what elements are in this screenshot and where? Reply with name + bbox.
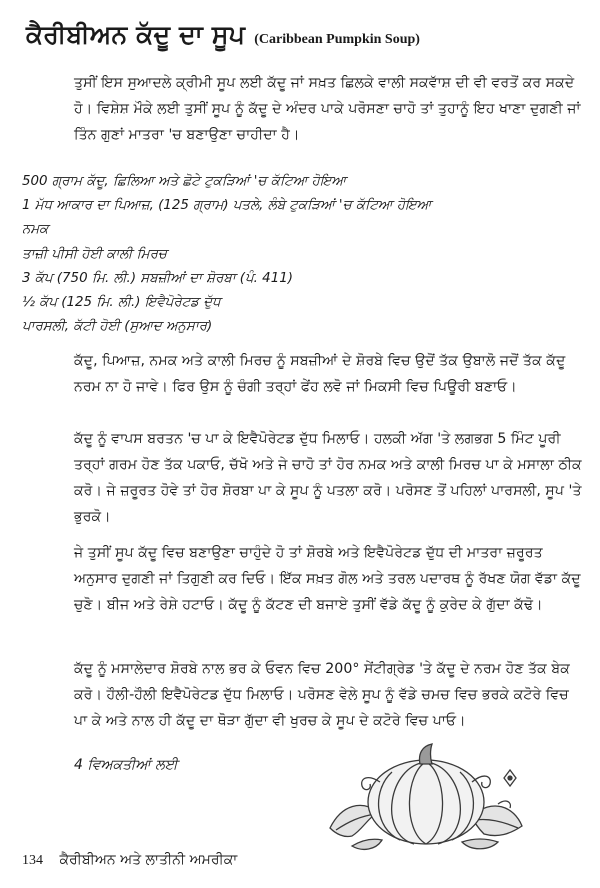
- ingredient-item: ½ ਕੱਪ (125 ਮਿ. ਲੀ.) ਇਵੈਪੋਰੇਟਡ ਦੁੱਧ: [22, 295, 221, 311]
- ingredient-item: ਤਾਜ਼ੀ ਪੀਸੀ ਹੋਈ ਕਾਲੀ ਮਿਰਚ: [22, 246, 167, 262]
- servings-note: 4 ਵਿਅਕਤੀਆਂ ਲਈ: [74, 757, 178, 773]
- method-step-2: ਕੱਦੂ ਨੂੰ ਵਾਪਸ ਬਰਤਨ 'ਚ ਪਾ ਕੇ ਇਵੈਪੋਰੇਟਡ ਦੁੱਧ ਮਿਲਾਓ। ਹਲਕੀ ਅੱਗ 'ਤੇ ਲਗਭਗ 5 ਮਿੰਟ ਪੂਰੀ ਤਰ੍ਹਾਂ ਗਰਮ ਹੋਣ ਤੱਕ ਪਕਾਓ, ਚੱਖੋ ਅਤੇ ਜੇ ਚਾਹੋ ਤਾਂ ਹੋਰ ਨਮਕ ਅਤੇ ਕਾਲੀ ਮਿਰਚ ਪਾ ਕੇ ਮਸਾਲਾ ਠੀਕ ਕਰੋ। ਜੇ ਜ਼ਰੂਰਤ ਹੋਵੇ ਤਾਂ ਹੋਰ ਸ਼ੋਰਬਾ ਪਾ ਕੇ ਸੂਪ ਨੂੰ ਪਤਲਾ ਕਰੋ। ਪਰੋਸਣ ਤੋਂ ਪਹਿਲਾਂ ਪਾਰਸਲੀ, ਸੂਪ 'ਤੇ ਭੁਰਕੋ।: [74, 431, 582, 525]
- ingredient-item: 3 ਕੱਪ (750 ਮਿ. ਲੀ.) ਸਬਜ਼ੀਆਂ ਦਾ ਸ਼ੋਰਬਾ (ਪੰ. 411): [22, 270, 293, 286]
- ingredient-item: ਨਮਕ: [22, 222, 49, 238]
- pumpkin-icon: [322, 742, 532, 854]
- method-step-1: ਕੱਦੂ, ਪਿਆਜ਼, ਨਮਕ ਅਤੇ ਕਾਲੀ ਮਿਰਚ ਨੂੰ ਸਬਜ਼ੀਆਂ ਦੇ ਸ਼ੋਰਬੇ ਵਿਚ ਉਦੋਂ ਤੱਕ ਉਬਾਲੋ ਜਦੋਂ ਤੱਕ ਕੱਦੂ ਨਰਮ ਨਾ ਹੋ ਜਾਵੇ। ਫਿਰ ਉਸ ਨੂੰ ਚੰਗੀ ਤਰ੍ਹਾਂ ਫੇਂਹ ਲਵੋ ਜਾਂ ਮਿਕਸੀ ਵਿਚ ਪਿਊਰੀ ਬਣਾਓ।: [74, 353, 566, 395]
- ingredient-item: 500 ਗ੍ਰਾਮ ਕੱਦੂ, ਛਿਲਿਆ ਅਤੇ ਛੋਟੇ ਟੁਕੜਿਆਂ 'ਚ ਕੱਟਿਆ ਹੋਇਆ: [22, 174, 346, 189]
- chapter-name: ਕੈਰੀਬੀਅਨ ਅਤੇ ਲਾਤੀਨੀ ਅਮਰੀਕਾ: [59, 852, 238, 868]
- method-step-3: ਜੇ ਤੁਸੀਂ ਸੂਪ ਕੱਦੂ ਵਿਚ ਬਣਾਉਣਾ ਚਾਹੁੰਦੇ ਹੋ ਤਾਂ ਸ਼ੋਰਬੇ ਅਤੇ ਇਵੈਪੋਰੇਟਡ ਦੁੱਧ ਦੀ ਮਾਤਰਾ ਜ਼ਰੂਰਤ ਅਨੁਸਾਰ ਦੁਗਣੀ ਜਾਂ ਤਿਗੁਣੀ ਕਰ ਦਿਓ। ਇੱਕ ਸਖ਼ਤ ਗੋਲ ਅਤੇ ਤਰਲ ਪਦਾਰਥ ਨੂੰ ਰੱਖਣ ਯੋਗ ਵੱਡਾ ਕੱਦੂ ਚੁਣੋ। ਬੀਜ ਅਤੇ ਰੇਸ਼ੇ ਹਟਾਓ। ਕੱਦੂ ਨੂੰ ਕੱਟਣ ਦੀ ਬਜਾਏ ਤੁਸੀਂ ਵੱਡੇ ਕੱਦੂ ਨੂੰ ਕੁਰੇਦ ਕੇ ਗੁੱਦਾ ਕੱਢੋ।: [74, 545, 581, 613]
- page-number: 134: [22, 853, 43, 868]
- ingredient-item: ਪਾਰਸਲੀ, ਕੱਟੀ ਹੋਈ (ਸੁਆਦ ਅਨੁਸਾਰ): [22, 319, 213, 335]
- intro-paragraph: ਤੁਸੀਂ ਇਸ ਸੁਆਦਲੇ ਕ੍ਰੀਮੀ ਸੂਪ ਲਈ ਕੱਦੂ ਜਾਂ ਸਖ਼ਤ ਛਿਲਕੇ ਵਾਲੀ ਸਕਵਾੱਸ਼ ਦੀ ਵੀ ਵਰਤੋਂ ਕਰ ਸਕਦੇ ਹੋ। ਵਿਸ਼ੇਸ਼ ਮੌਕੇ ਲਈ ਤੁਸੀਂ ਸੂਪ ਨੂੰ ਕੱਦੂ ਦੇ ਅੰਦਰ ਪਾਕੇ ਪਰੋਸਣਾ ਚਾਹੋ ਤਾਂ ਤੁਹਾਨੂੰ ਇਹ ਖਾਣਾ ਦੁਗਣੀ ਜਾਂ ਤਿੰਨ ਗੁਣਾਂ ਮਾਤਰਾ 'ਚ ਬਣਾਉਣਾ ਚਾਹੀਦਾ ਹੈ।: [74, 75, 581, 143]
- recipe-subtitle: (Caribbean Pumpkin Soup): [254, 32, 420, 47]
- ingredient-item: 1 ਮੱਧ ਆਕਾਰ ਦਾ ਪਿਆਜ਼, (125 ਗ੍ਰਾਮ) ਪਤਲੇ, ਲੰਬੇ ਟੁਕੜਿਆਂ 'ਚ ਕੱਟਿਆ ਹੋਇਆ: [22, 198, 432, 214]
- ingredient-list: [22, 170, 582, 339]
- method-step-4: ਕੱਦੂ ਨੂੰ ਮਸਾਲੇਦਾਰ ਸ਼ੋਰਬੇ ਨਾਲ ਭਰ ਕੇ ਓਵਨ ਵਿਚ 200° ਸੇਂਟੀਗ੍ਰੇਡ 'ਤੇ ਕੱਦੂ ਦੇ ਨਰਮ ਹੋਣ ਤੱਕ ਬੇਕ ਕਰੋ। ਹੌਲੀ-ਹੌਲੀ ਇਵੈਪੋਰੇਟਡ ਦੁੱਧ ਮਿਲਾਓ। ਪਰੋਸਣ ਵੇਲੇ ਸੂਪ ਨੂੰ ਵੱਡੇ ਚਮਚ ਵਿਚ ਭਰਕੇ ਕਟੋਰੇ ਵਿਚ ਪਾ ਕੇ ਅਤੇ ਨਾਲ ਹੀ ਕੱਦੂ ਦਾ ਥੋੜਾ ਗੁੱਦਾ ਵੀ ਖੁਰਚ ਕੇ ਸੂਪ ਦੇ ਕਟੋਰੇ ਵਿਚ ਪਾਓ।: [74, 661, 570, 729]
- page-footer: [22, 852, 237, 869]
- page-title: [26, 20, 586, 50]
- recipe-title: ਕੈਰੀਬੀਅਨ ਕੱਦੂ ਦਾ ਸੂਪ: [26, 20, 246, 49]
